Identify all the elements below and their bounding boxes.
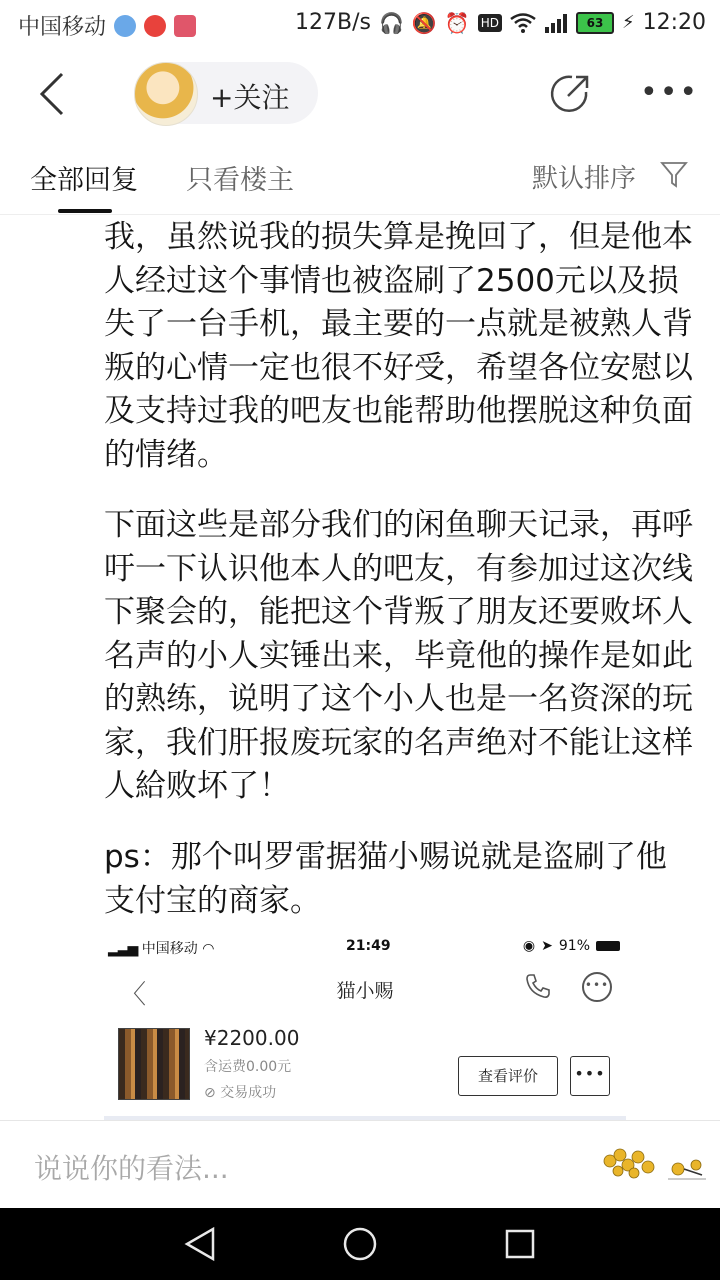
post-paragraph: 我，虽然说我的损失算是挽回了，但是他本人经过这个事情也被盗刷了2500元以及损失了一台手机，最主要的一点就是被熟人背叛的心情一定也很不好受，希望各位安慰以及支持过我的吧友也能帮助他摆脱这种负面的情绪。 <box>104 219 693 473</box>
embedded-status-bar <box>104 934 626 960</box>
alarm-icon: ⏰ <box>444 10 470 35</box>
follow-button[interactable]: +关注 <box>210 81 290 114</box>
reply-bar <box>0 1120 720 1209</box>
embedded-product-thumbnail <box>118 1028 190 1100</box>
embedded-status-right <box>523 938 620 954</box>
embedded-chat-screenshot[interactable] <box>104 930 626 1120</box>
sort-selector[interactable]: 默认排序 <box>532 164 637 194</box>
net-speed: 127B/s <box>295 10 371 35</box>
active-tab-indicator <box>58 209 112 213</box>
charging-icon: ⚡ <box>621 12 635 33</box>
embedded-carrier <box>108 938 214 958</box>
embedded-signal-icon: ▂▃▅ <box>108 941 138 957</box>
embedded-more-button: ••• <box>570 1056 610 1096</box>
embedded-battery-icon <box>596 941 620 951</box>
status-bar <box>0 0 720 50</box>
weibo-icon <box>144 15 166 37</box>
battery-indicator: 63 <box>576 12 614 34</box>
status-left <box>18 10 196 41</box>
nav-recents-icon[interactable] <box>504 1228 536 1260</box>
huawei-icon <box>174 15 196 37</box>
tab-all-replies[interactable]: 全部回复 <box>30 165 138 196</box>
more-icon[interactable]: ••• <box>640 75 700 110</box>
embedded-review-button: 查看评价 <box>458 1056 558 1096</box>
sticker-icon[interactable] <box>598 1139 708 1197</box>
post-paragraph: ps：那个叫罗雷据猫小赐说就是盗刷了他支付宝的商家。 <box>104 839 667 919</box>
embedded-order-status-label: 交易成功 <box>220 1085 277 1101</box>
embedded-price: ¥2200.00 <box>204 1026 300 1050</box>
status-right <box>295 10 706 35</box>
headphone-icon: 🎧 <box>378 10 404 35</box>
nav-bar <box>0 50 720 140</box>
post-content <box>0 214 720 1120</box>
nav-home-icon[interactable] <box>342 1226 378 1262</box>
hd-badge: HD <box>478 14 502 32</box>
embedded-wifi-icon: ◠ <box>202 941 215 957</box>
embedded-shipping: 含运费0.00元 <box>204 1059 292 1075</box>
check-circle-icon: ⊘ <box>204 1085 216 1101</box>
reply-input[interactable]: 说说你的看法... <box>34 1152 229 1185</box>
mute-icon: 🔕 <box>411 10 437 35</box>
embedded-location-icon: ➤ <box>541 938 553 954</box>
embedded-chat-title: 猫小赐 <box>336 980 394 1002</box>
share-icon[interactable] <box>548 72 592 116</box>
wifi-icon <box>510 13 536 33</box>
post-paragraph: 下面这些是部分我们的闲鱼聊天记录，再呼吁一下认识他本人的吧友，有参加过这次线下聚会的，能把这个背叛了朋友还要败坏人名声的小人实锤出来，毕竟他的操作是如此的熟练，说明了这个小人也是一名资深的玩家，我们肝报废玩家的名声绝对不能让这样人給败坏了！ <box>104 507 693 804</box>
signal-icon <box>544 13 568 33</box>
embedded-more-icon: ••• <box>582 972 612 1002</box>
qq-icon <box>114 15 136 37</box>
embedded-carrier-label: 中国移动 <box>141 941 198 957</box>
embedded-order-status <box>204 1082 276 1102</box>
embedded-lock-icon: ◉ <box>522 938 536 954</box>
embedded-phone-icon <box>524 972 552 1000</box>
reply-tabs <box>0 140 720 215</box>
clock: 12:20 <box>642 10 706 35</box>
tab-owner-only[interactable]: 只看楼主 <box>186 165 294 196</box>
embedded-back-icon: 〈 <box>120 980 147 1010</box>
author-follow-pill[interactable] <box>134 62 318 124</box>
system-nav-bar <box>0 1208 720 1280</box>
embedded-time: 21:49 <box>346 938 391 954</box>
back-icon[interactable] <box>36 72 66 116</box>
carrier-label: 中国移动 <box>18 15 107 40</box>
embedded-battery-label: 91% <box>558 938 590 954</box>
funnel-icon[interactable] <box>660 160 688 188</box>
avatar[interactable] <box>134 62 198 126</box>
nav-back-icon[interactable] <box>183 1226 217 1262</box>
